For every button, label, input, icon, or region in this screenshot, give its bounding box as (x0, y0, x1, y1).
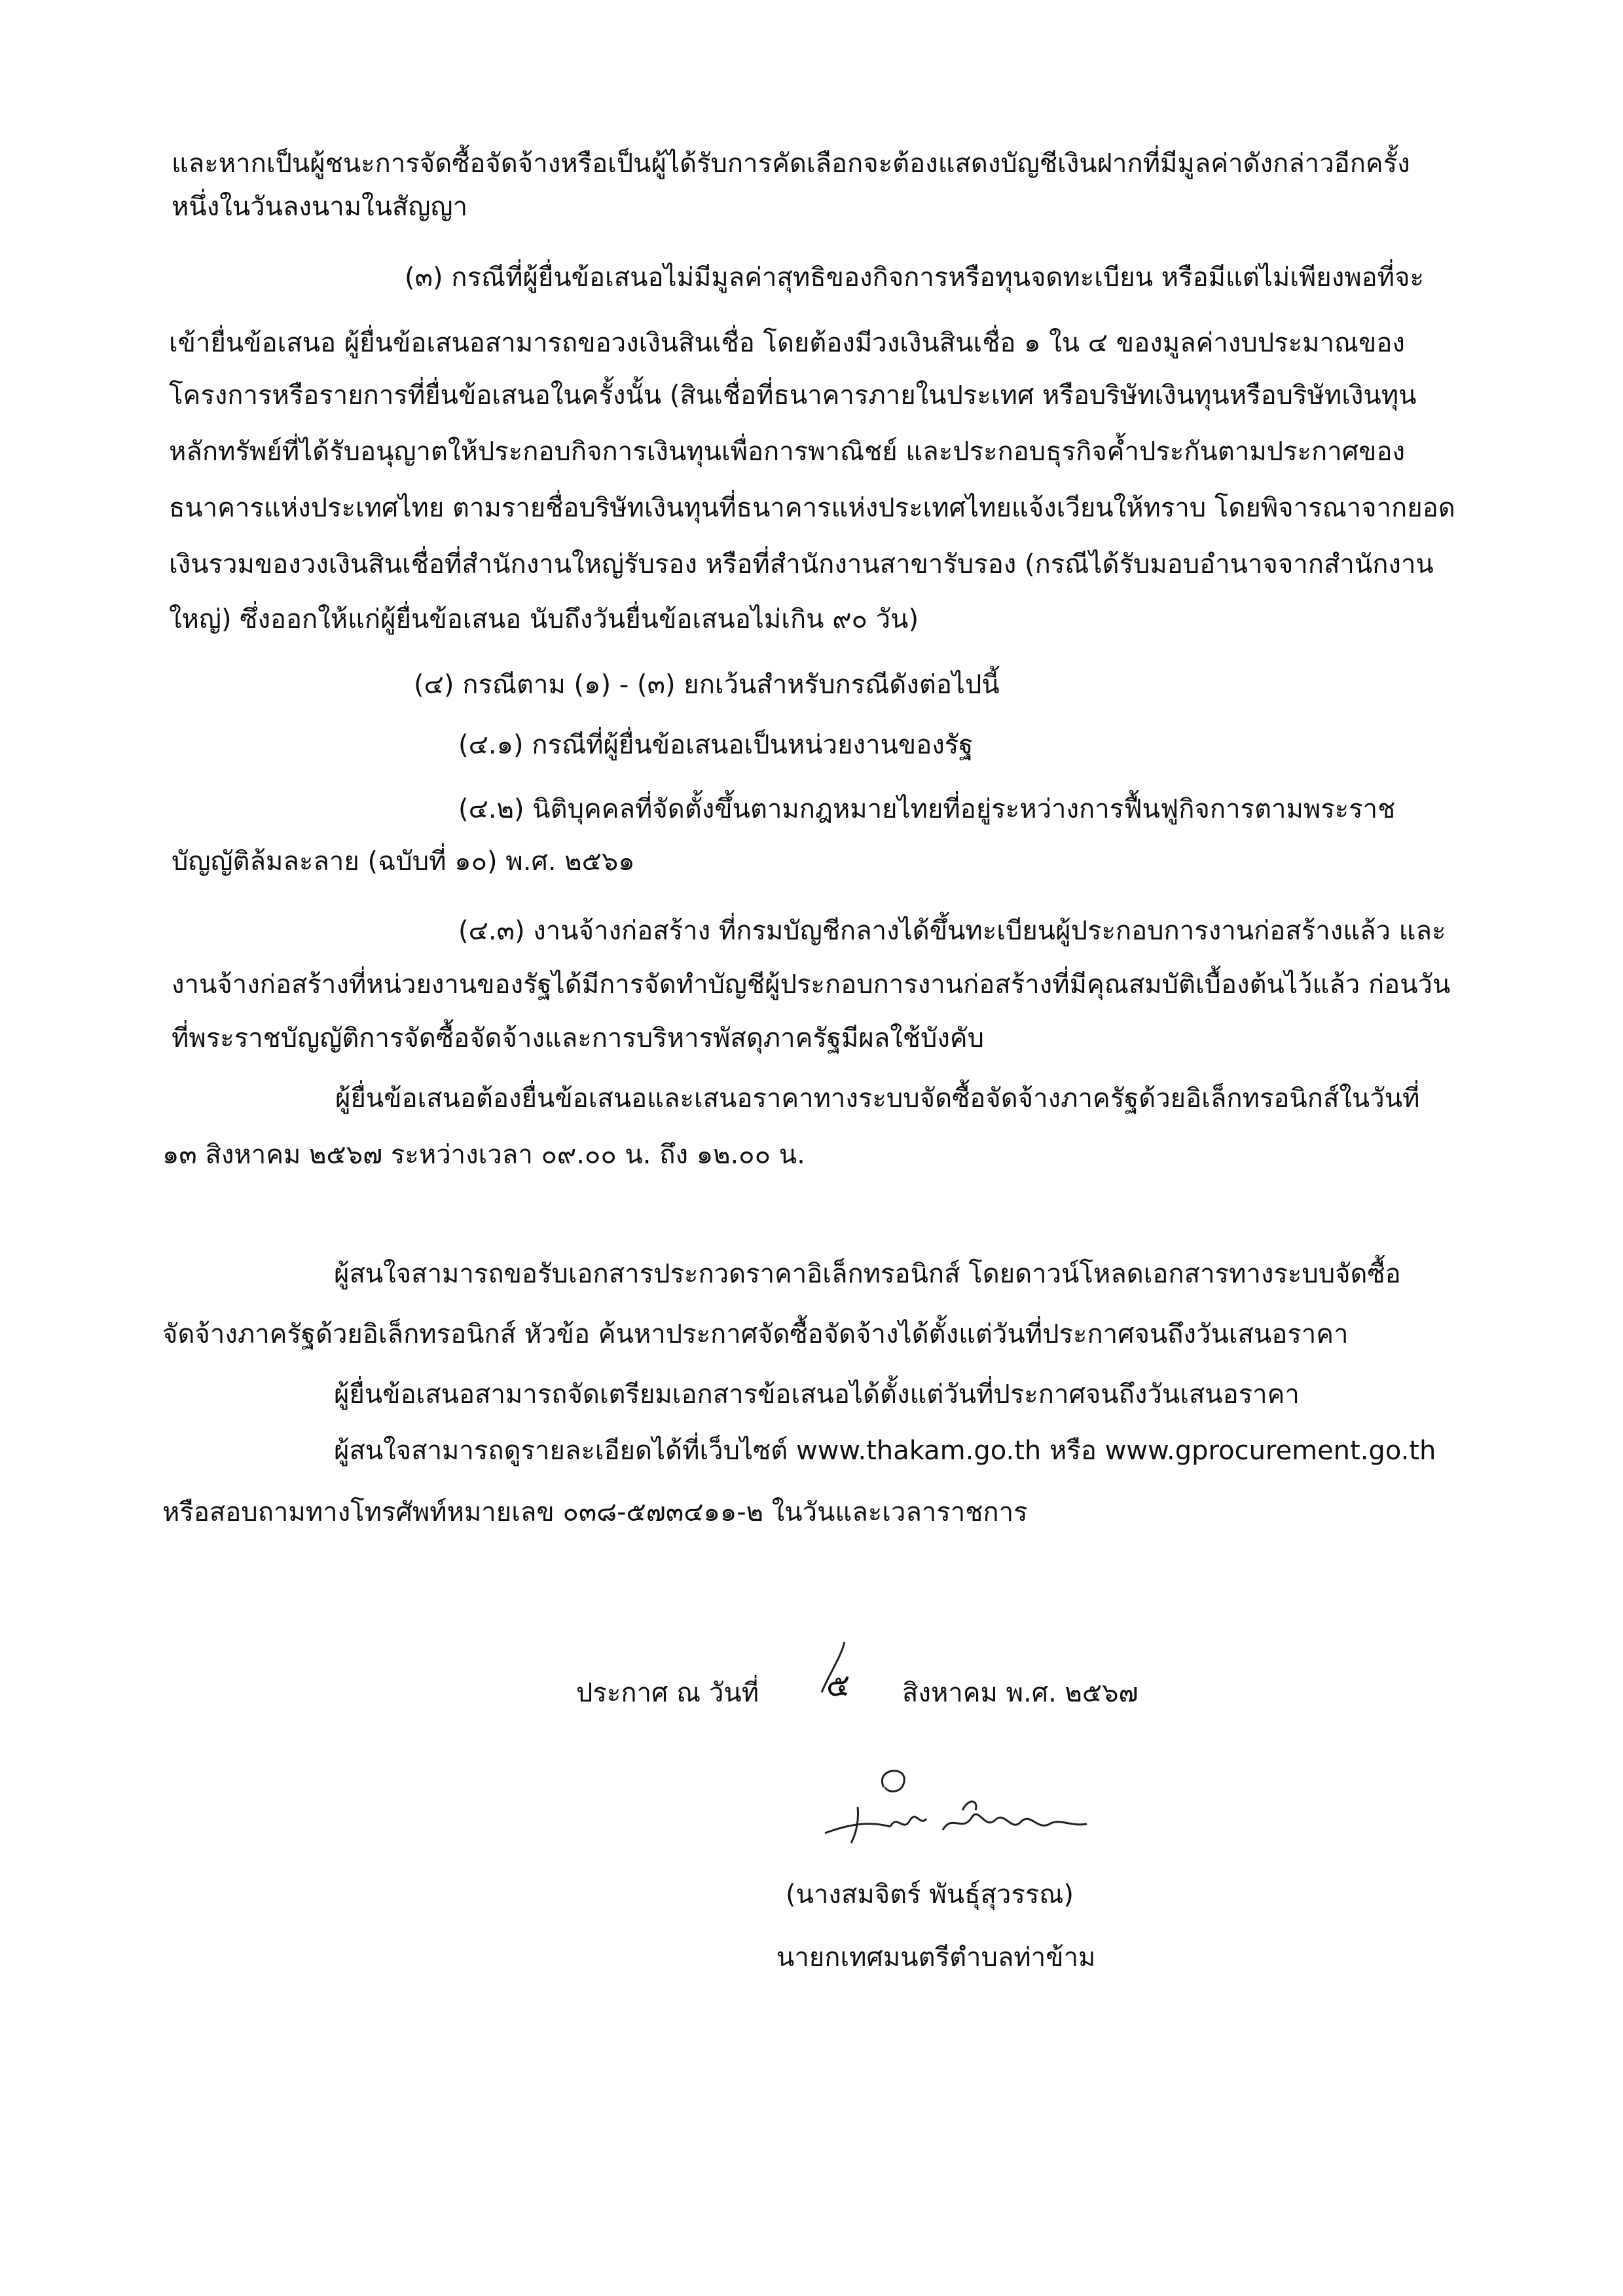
prepare-line: ผู้ยื่นข้อเสนอสามารถจัดเตรียมเอกสารข้อเสนอได้ตั้งแต่วันที่ประกาศจนถึงวันเสนอราคา (334, 1379, 1300, 1410)
clause-4-3-line-2: งานจ้างก่อสร้างที่หน่วยงานของรัฐได้มีการจัดทำบัญชีผู้ประกอบการงานก่อสร้างที่มีคุณสมบัติเบื้องต้นไว้แล้ว ก่อนวัน (172, 970, 1451, 1000)
signature-icon (812, 1761, 1152, 1859)
clause-4-1: (๔.๑) กรณีที่ผู้ยื่นข้อเสนอเป็นหน่วยงานของรัฐ (458, 730, 974, 760)
clause-4-3-line-1: (๔.๓) งานจ้างก่อสร้าง ที่กรมบัญชีกลางได้ขึ้นทะเบียนผู้ประกอบการงานก่อสร้างแล้ว และ (458, 916, 1446, 946)
submission-line-1: ผู้ยื่นข้อเสนอต้องยื่นข้อเสนอและเสนอราคาทางระบบจัดซื้อจัดจ้างภาครัฐด้วยอิเล็กทรอนิกส์ในวันที่ (335, 1084, 1420, 1114)
clause-4-3-line-3: ที่พระราชบัญญัติการจัดซื้อจัดจ้างและการบริหารพัสดุภาครัฐมีผลใช้บังคับ (172, 1023, 985, 1053)
contact-line-2: หรือสอบถามทางโทรศัพท์หมายเลข ๐๓๘-๕๗๓๔๑๑-๒ ในวันและเวลาราชการ (162, 1497, 1028, 1527)
clause-4-2-line-1: (๔.๒) นิติบุคคลที่จัดตั้งขึ้นตามกฎหมายไทยที่อยู่ระหว่างการฟื้นฟูกิจการตามพระราช (458, 794, 1396, 824)
signatory-position: นายกเทศมนตรีตำบลท่าข้าม (776, 1942, 1096, 1973)
announcement-day: ๕ (826, 1667, 850, 1704)
signatory-name: (นางสมจิตร์ พันธุ์สุวรรณ) (786, 1880, 1074, 1910)
clause-3-line-1: (๓) กรณีที่ผู้ยื่นข้อเสนอไม่มีมูลค่าสุทธิของกิจการหรือทุนจดทะเบียน หรือมีแต่ไม่เพียงพอที่จะ (405, 263, 1424, 293)
handwritten-mark-icon (782, 1637, 861, 1715)
clause-3-line-4: หลักทรัพย์ที่ได้รับอนุญาตให้ประกอบกิจการเงินทุนเพื่อการพาณิชย์ และประกอบธุรกิจค้ำประกันตามประกาศของ (169, 437, 1406, 467)
clause-4-2-line-2: บัญญัติล้มละลาย (ฉบับที่ ๑๐) พ.ศ. ๒๕๖๑ (172, 847, 635, 877)
clause-3-line-3: โครงการหรือรายการที่ยื่นข้อเสนอในครั้งนั้น (สินเชื่อที่ธนาคารภายในประเทศ หรือบริษัทเงินทุนหรือบริษัทเงินทุน (169, 380, 1417, 410)
download-line-1: ผู้สนใจสามารถขอรับเอกสารประกวดราคาอิเล็กทรอนิกส์ โดยดาวน์โหลดเอกสารทางระบบจัดซื้อ (334, 1259, 1401, 1289)
announcement-month-year: สิงหาคม พ.ศ. ๒๕๖๗ (902, 1678, 1139, 1708)
continuation-line-1: และหากเป็นผู้ชนะการจัดซื้อจัดจ้างหรือเป็นผู้ได้รับการคัดเลือกจะต้องแสดงบัญชีเงินฝากที่มีมูลค่าดังกล่าวอีกครั้ง (172, 149, 1410, 179)
download-line-2: จัดจ้างภาครัฐด้วยอิเล็กทรอนิกส์ หัวข้อ ค้นหาประกาศจัดซื้อจัดจ้างได้ตั้งแต่วันที่ประกาศจนถึงวันเสนอราคา (162, 1319, 1349, 1349)
clause-3-line-7: ใหญ่) ซึ่งออกให้แก่ผู้ยื่นข้อเสนอ นับถึงวันยื่นข้อเสนอไม่เกิน ๙๐ วัน) (169, 604, 919, 634)
clause-3-line-6: เงินรวมของวงเงินสินเชื่อที่สำนักงานใหญ่รับรอง หรือที่สำนักงานสาขารับรอง (กรณีได้รับมอบอำนาจจากสำนักงาน (169, 549, 1434, 579)
clause-4: (๔) กรณีตาม (๑) - (๓) ยกเว้นสำหรับกรณีดังต่อไปนี้ (414, 670, 1000, 700)
submission-line-2: ๑๓ สิงหาคม ๒๕๖๗ ระหว่างเวลา ๐๙.๐๐ น. ถึง ๑๒.๐๐ น. (162, 1140, 805, 1170)
clause-3-line-5: ธนาคารแห่งประเทศไทย ตามรายชื่อบริษัทเงินทุนที่ธนาคารแห่งประเทศไทยแจ้งเวียนให้ทราบ โดยพิจารณาจากยอด (169, 493, 1455, 523)
announcement-prefix: ประกาศ ณ วันที่ (576, 1678, 759, 1708)
continuation-line-2: หนึ่งในวันลงนามในสัญญา (172, 192, 468, 222)
contact-line-1: ผู้สนใจสามารถดูรายละเอียดได้ที่เว็บไซต์ www.thakam.go.th หรือ www.gprocurement.go.th (334, 1436, 1436, 1466)
clause-3-line-2: เข้ายื่นข้อเสนอ ผู้ยื่นข้อเสนอสามารถขอวงเงินสินเชื่อ โดยต้องมีวงเงินสินเชื่อ ๑ ใน ๔ ของมูลค่างบประมาณของ (169, 328, 1405, 358)
